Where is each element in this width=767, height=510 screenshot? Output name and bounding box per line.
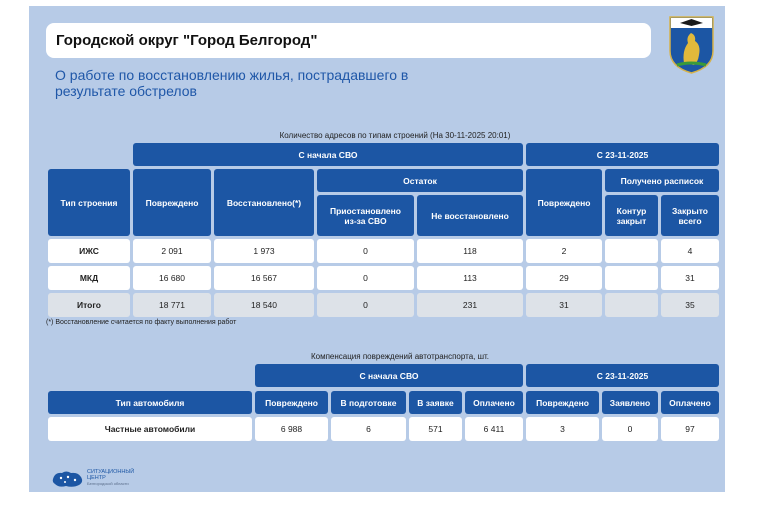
table1-col-contour: Контур закрыт — [605, 195, 658, 236]
slide — [29, 6, 725, 492]
table1-cell: 16 680 — [133, 266, 211, 290]
table1-cell: 1 973 — [214, 239, 314, 263]
table1-total-type: Итого — [48, 293, 130, 317]
table1-cell: 31 — [661, 266, 719, 290]
table1-cell: 4 — [661, 239, 719, 263]
table1-col-restored: Восстановлено(*) — [214, 169, 314, 236]
table2-row-type: Частные автомобили — [48, 417, 252, 441]
footer-brand-line2: ЦЕНТР — [87, 475, 106, 481]
table2-cell: 3 — [526, 417, 599, 441]
coat-of-arms-icon — [668, 15, 715, 75]
table2-cell: 6 988 — [255, 417, 328, 441]
table1-total-cell: 31 — [526, 293, 602, 317]
table1-group-receipts: Получено расписок — [605, 169, 719, 192]
table2-cell: 0 — [602, 417, 658, 441]
table2-cell: 97 — [661, 417, 719, 441]
table1-cell: 2 — [526, 239, 602, 263]
table1-cell: 113 — [417, 266, 523, 290]
table1-group-since-svo: С начала СВО — [133, 143, 523, 166]
table1-footnote: (*) Восстановление считается по факту выполнения работ — [46, 319, 237, 326]
situation-center-logo-icon — [51, 469, 85, 489]
table1-total-cell: 35 — [661, 293, 719, 317]
table1-cell: 29 — [526, 266, 602, 290]
table1-col-not-restored: Не восстановлено — [417, 195, 523, 236]
table1-cell: 0 — [317, 239, 414, 263]
table1-cell — [605, 266, 658, 290]
table1-col-type: Тип строения — [48, 169, 130, 236]
table2-col-damaged-since-date: Повреждено — [526, 391, 599, 414]
table1-caption: Количество адресов по типам строений (На 30-11-2025 20:01) — [279, 131, 511, 140]
table2-cell: 6 411 — [465, 417, 523, 441]
table2-col-type: Тип автомобиля — [48, 391, 252, 414]
footer-brand — [87, 469, 134, 487]
table1-total-cell: 0 — [317, 293, 414, 317]
footer-brand-line3: Белгородской области — [87, 481, 129, 486]
table2-caption: Компенсация повреждений автотранспорта, шт. — [310, 352, 490, 361]
table1-group-remaining: Остаток — [317, 169, 523, 192]
table1-total-cell: 18 771 — [133, 293, 211, 317]
table1-total-cell: 18 540 — [214, 293, 314, 317]
table1-cell: 0 — [317, 266, 414, 290]
table1-col-damaged-since-date: Повреждено — [526, 169, 602, 236]
table2-col-damaged: Повреждено — [255, 391, 328, 414]
table1-row-type: ИЖС — [48, 239, 130, 263]
table2-cell: 6 — [331, 417, 406, 441]
table1-cell — [605, 239, 658, 263]
table1-total-cell — [605, 293, 658, 317]
table1-col-suspended: Приостановлено из-за СВО — [317, 195, 414, 236]
title-bar — [46, 23, 651, 58]
table2-cell: 571 — [409, 417, 462, 441]
table1-cell: 16 567 — [214, 266, 314, 290]
table1-group-since-date: С 23-11-2025 — [526, 143, 719, 166]
footer-brand-line1: СИТУАЦИОННЫЙ — [87, 469, 135, 475]
page-title: Городской округ "Город Белгород" — [56, 32, 318, 49]
table1-col-damaged: Повреждено — [133, 169, 211, 236]
table2-col-preparing: В подготовке — [331, 391, 406, 414]
table1-total-cell: 231 — [417, 293, 523, 317]
table2-col-declared: Заявлено — [602, 391, 658, 414]
subtitle: О работе по восстановлению жилья, пострадавшего в результате обстрелов — [55, 67, 409, 99]
table2-col-paid-since-date: Оплачено — [661, 391, 719, 414]
table2-group-since-date: С 23-11-2025 — [526, 364, 719, 387]
table2-group-since-svo: С начала СВО — [255, 364, 523, 387]
table1-cell: 118 — [417, 239, 523, 263]
table1-cell: 2 091 — [133, 239, 211, 263]
table2-col-paid: Оплачено — [465, 391, 523, 414]
table1-row-type: МКД — [48, 266, 130, 290]
table1-col-closed-total: Закрыто всего — [661, 195, 719, 236]
table2-col-applied: В заявке — [409, 391, 462, 414]
